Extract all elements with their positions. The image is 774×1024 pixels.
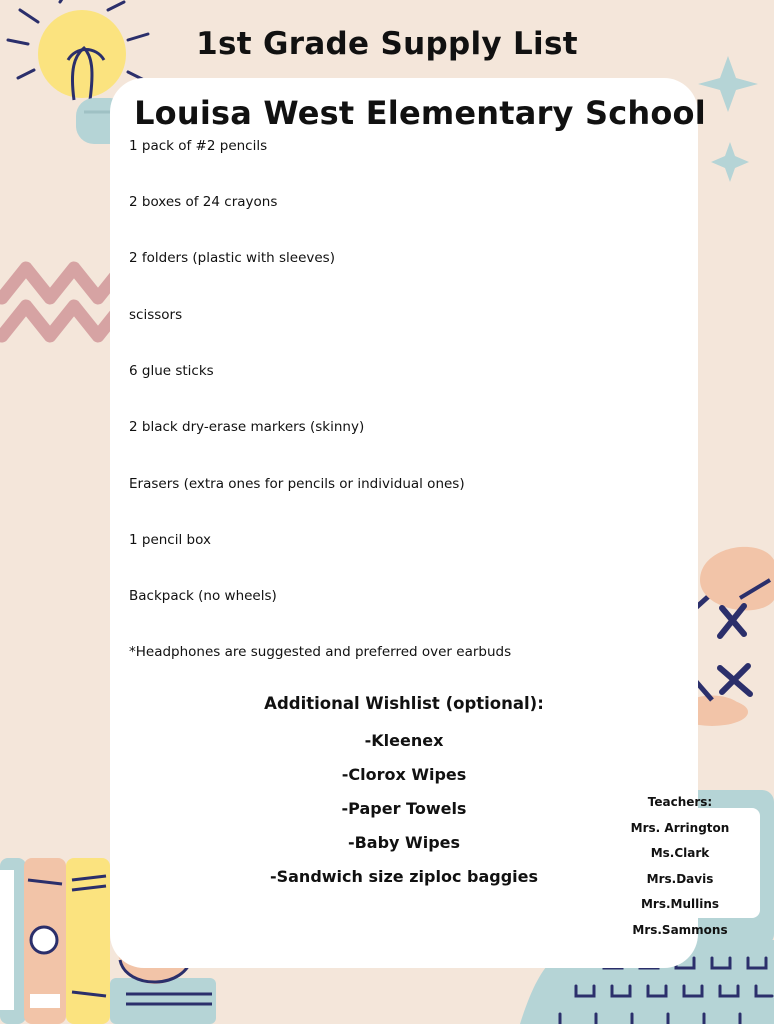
supply-item: 2 black dry-erase markers (skinny) bbox=[129, 419, 365, 435]
supply-item: Erasers (extra ones for pencils or individual ones) bbox=[129, 476, 465, 492]
school-name: Louisa West Elementary School bbox=[134, 94, 706, 132]
supply-item: 1 pack of #2 pencils bbox=[129, 138, 268, 154]
wishlist-item: -Sandwich size ziploc baggies bbox=[269, 867, 539, 886]
books-icon bbox=[0, 858, 110, 1024]
teacher-name: Ms.Clark bbox=[650, 846, 710, 860]
teacher-name: Mrs.Davis bbox=[646, 872, 714, 886]
supply-item: Backpack (no wheels) bbox=[129, 588, 277, 604]
wishlist-item: -Baby Wipes bbox=[347, 833, 461, 852]
wishlist-item: -Kleenex bbox=[364, 731, 444, 750]
headphones-note: *Headphones are suggested and preferred over earbuds bbox=[129, 644, 512, 660]
supply-item: scissors bbox=[129, 307, 183, 323]
supply-item: 2 boxes of 24 crayons bbox=[129, 194, 278, 210]
teachers-label: Teachers: bbox=[647, 795, 713, 809]
wishlist-item: -Clorox Wipes bbox=[341, 765, 467, 784]
page-title: 1st Grade Supply List bbox=[196, 26, 578, 62]
wishlist-item: -Paper Towels bbox=[341, 799, 467, 818]
supply-item: 2 folders (plastic with sleeves) bbox=[129, 250, 335, 266]
teacher-name: Mrs.Mullins bbox=[640, 897, 720, 911]
teacher-name: Mrs. Arrington bbox=[630, 821, 730, 835]
wishlist-title: Additional Wishlist (optional): bbox=[264, 694, 544, 713]
supply-item: 6 glue sticks bbox=[129, 363, 214, 379]
supply-item: 1 pencil box bbox=[129, 532, 211, 548]
teacher-name: Mrs.Sammons bbox=[632, 923, 728, 937]
